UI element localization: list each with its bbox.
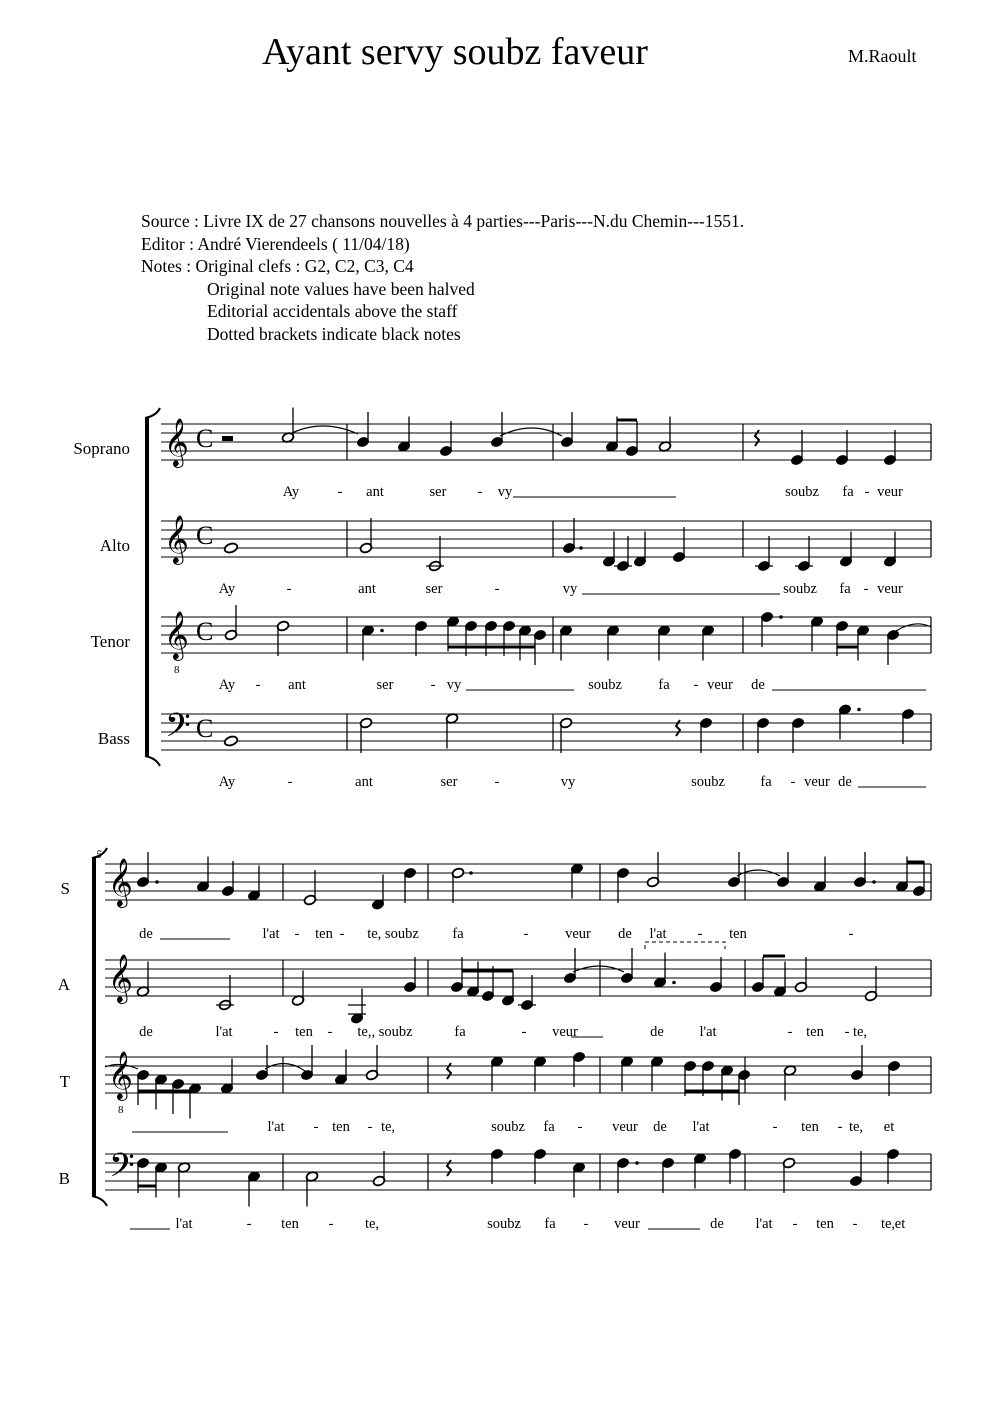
lyric-syllable: - <box>848 926 854 942</box>
note <box>518 975 536 1011</box>
note <box>247 1171 260 1207</box>
note <box>625 421 638 457</box>
note <box>813 857 826 893</box>
note <box>223 735 238 747</box>
lyric-syllable: de <box>139 926 153 942</box>
lyric-syllable: ser <box>429 484 447 500</box>
note <box>790 430 803 466</box>
note <box>403 957 416 993</box>
lyric-syllable: - <box>837 1119 843 1135</box>
lyric-syllable: - <box>367 1119 373 1135</box>
lyric-syllable: veur <box>565 926 591 942</box>
lyric-syllable: l'at <box>215 1024 233 1040</box>
lyric-syllable: - <box>339 926 345 942</box>
note <box>620 948 633 984</box>
quarter-rest <box>755 430 759 446</box>
system-bracket <box>145 408 160 766</box>
black-notes-bracket <box>645 942 725 949</box>
lyric-syllable: - <box>337 484 343 500</box>
note <box>414 620 427 656</box>
staff-t <box>105 1051 931 1116</box>
note <box>616 1157 629 1193</box>
note <box>560 412 573 448</box>
note <box>221 861 234 897</box>
lyric-syllable: - <box>494 774 500 790</box>
lyric-syllable: - <box>697 926 703 942</box>
note <box>216 975 234 1011</box>
part-label-alto: Alto <box>99 536 130 555</box>
part-label-bass: Bass <box>97 729 130 748</box>
treble-clef-icon: 𝄞 <box>164 420 189 466</box>
note <box>912 861 925 897</box>
lyric-syllable: te, <box>852 1024 868 1040</box>
lyric-syllable: - <box>864 484 870 500</box>
note <box>371 875 384 911</box>
note <box>502 620 515 656</box>
note <box>171 1078 184 1114</box>
lyric-syllable: Ay <box>218 581 236 597</box>
dot <box>579 546 583 550</box>
dot <box>672 981 676 985</box>
treble-clef-icon: 𝄞 <box>164 517 189 563</box>
lyric-syllable: et <box>883 1119 895 1135</box>
note <box>450 957 463 993</box>
note <box>756 717 769 753</box>
note <box>646 852 659 888</box>
staff-s <box>105 858 931 908</box>
lyric-syllable: soubz <box>588 677 622 693</box>
lyric-syllable: fa <box>452 926 464 942</box>
dot <box>469 871 473 875</box>
time-signature: C <box>196 617 214 646</box>
staff-soprano <box>161 418 931 468</box>
lyric-syllable: vy <box>446 677 462 693</box>
note <box>464 620 477 656</box>
note <box>795 536 813 572</box>
note <box>570 863 583 899</box>
note <box>791 717 804 753</box>
page-title: Ayant servy soubz faveur <box>262 31 648 73</box>
lyric-syllable: ant <box>355 774 373 790</box>
lyric-syllable: de <box>139 1024 153 1040</box>
note <box>136 962 149 998</box>
note <box>533 1148 546 1184</box>
lyric-syllable: veur <box>707 677 733 693</box>
lyric-syllable: ten <box>816 1216 834 1232</box>
note <box>776 852 789 888</box>
note <box>559 717 572 753</box>
note <box>533 629 546 665</box>
dot <box>155 880 159 884</box>
note <box>466 962 479 998</box>
note <box>883 430 896 466</box>
lyric-syllable: Ay <box>218 677 236 693</box>
note-brackets-line: Dotted brackets indicate black notes <box>207 323 461 344</box>
note <box>572 1162 585 1198</box>
lyric-syllable: ant <box>366 484 384 500</box>
note <box>653 953 666 989</box>
note <box>895 857 908 893</box>
note <box>701 625 714 661</box>
treble-clef-icon: 𝄞 <box>108 860 133 906</box>
bracket-bottom <box>145 756 160 766</box>
tie <box>265 1063 305 1071</box>
note <box>727 852 740 888</box>
part-label-tenor: Tenor <box>90 632 130 651</box>
lyric-syllable: soubz <box>491 1119 525 1135</box>
quarter-rest <box>676 720 680 736</box>
lyric-syllable: - <box>863 581 869 597</box>
note <box>439 421 452 457</box>
lyric-syllable: l'at <box>262 926 280 942</box>
lyric-syllable: - <box>246 1216 252 1232</box>
note <box>291 971 304 1007</box>
lyric-syllable: - <box>313 1119 319 1135</box>
lyric-syllable: ant <box>358 581 376 597</box>
quarter-rest <box>447 1160 451 1176</box>
note-accidentals-line: Editorial accidentals above the staff <box>207 301 458 321</box>
dot <box>779 615 783 619</box>
note <box>361 625 374 661</box>
lyric-syllable: - <box>255 677 261 693</box>
quarter-rest <box>447 1063 451 1079</box>
part-label-b: B <box>58 1169 70 1188</box>
note <box>650 1056 663 1092</box>
lyric-syllable: fa <box>543 1119 555 1135</box>
lyric-syllable: ser <box>376 677 394 693</box>
lyric-syllable: de <box>618 926 632 942</box>
note <box>699 717 712 753</box>
notes-line: Notes : Original clefs : G2, C2, C3, C4 <box>141 256 414 276</box>
lyric-syllable: - <box>430 677 436 693</box>
lyric-syllable: - <box>294 926 300 942</box>
lyric-syllable: te, <box>364 1216 380 1232</box>
note <box>334 1050 347 1086</box>
lyric-syllable: te, <box>848 1119 864 1135</box>
dot <box>635 1161 639 1165</box>
staff-a <box>105 954 931 1004</box>
lyric-syllable: ten <box>281 1216 299 1232</box>
lyric-syllable: fa <box>544 1216 556 1232</box>
octave-8-marker: 8 <box>118 1104 124 1116</box>
note <box>709 957 722 993</box>
note <box>501 971 514 1007</box>
note <box>849 1151 862 1187</box>
lyric-syllable: veur <box>804 774 830 790</box>
time-signature: C <box>196 521 214 550</box>
note <box>864 966 877 1002</box>
lyric-syllable: ten <box>315 926 333 942</box>
note <box>850 1045 863 1081</box>
note <box>359 717 372 753</box>
lyric-syllable: - <box>328 1216 334 1232</box>
note <box>426 536 444 572</box>
lyric-syllable: de <box>710 1216 724 1232</box>
note <box>835 620 848 656</box>
note <box>887 1060 900 1096</box>
note <box>835 430 848 466</box>
staff-bass <box>161 707 931 752</box>
dot <box>380 629 384 633</box>
time-signature: C <box>196 424 214 453</box>
note <box>533 1056 546 1092</box>
lyric-syllable: - <box>273 1024 279 1040</box>
note <box>737 1069 750 1105</box>
note <box>901 708 914 744</box>
lyric-syllable: soubz <box>783 581 817 597</box>
note <box>188 1083 201 1119</box>
note <box>605 417 618 453</box>
treble-clef-icon: 𝄞 <box>108 956 133 1002</box>
lyric-syllable: ten <box>801 1119 819 1135</box>
lyric-syllable: - <box>844 1024 850 1040</box>
note <box>196 857 209 893</box>
note <box>810 616 823 652</box>
lyric-syllable: fa <box>658 677 670 693</box>
note <box>220 1059 233 1095</box>
note <box>562 518 575 554</box>
note <box>883 532 896 568</box>
lyric-syllable: te, soubz <box>367 926 419 942</box>
note <box>518 625 531 661</box>
lyric-syllable: fa <box>454 1024 466 1040</box>
part-label-a: A <box>57 975 70 994</box>
note <box>136 1157 149 1193</box>
note <box>451 867 464 903</box>
note <box>657 625 670 661</box>
lyric-syllable: vy <box>497 484 513 500</box>
note <box>563 948 576 984</box>
note <box>136 1069 149 1105</box>
note <box>484 620 497 656</box>
note <box>633 532 646 568</box>
bass-clef-icon: 𝄢 <box>165 707 191 752</box>
tie <box>896 624 931 631</box>
lyric-syllable: soubz <box>785 484 819 500</box>
part-label-soprano: Soprano <box>73 439 130 458</box>
lyric-syllable: - <box>790 774 796 790</box>
lyric-syllable: te, <box>880 1216 896 1232</box>
note <box>490 1148 503 1184</box>
note <box>853 852 866 888</box>
source-line: Source : Livre IX de 27 chansons nouvelles à 4 parties---Paris---N.du Chemin---1551. <box>141 211 745 231</box>
lyric-syllable: te, <box>380 1119 396 1135</box>
note <box>751 957 764 993</box>
composer-name: M.Raoult <box>848 46 917 66</box>
note-halved-line: Original note values have been halved <box>207 278 475 299</box>
lyric-syllable: - <box>477 484 483 500</box>
lyric-syllable: ten <box>806 1024 824 1040</box>
note <box>224 605 237 641</box>
lyric-syllable: - <box>523 926 529 942</box>
lyric-syllable: de <box>838 774 852 790</box>
note <box>356 412 369 448</box>
note <box>783 1065 796 1101</box>
lyric-syllable: l'at <box>649 926 667 942</box>
lyric-syllable: et <box>894 1216 906 1232</box>
lyric-syllable: ser <box>440 774 458 790</box>
note <box>305 1171 318 1207</box>
lyric-syllable: vy <box>562 581 578 597</box>
note <box>606 625 619 661</box>
note <box>572 1051 585 1087</box>
note <box>490 412 503 448</box>
lyric-syllable: veur <box>614 1216 640 1232</box>
lyric-syllable: veur <box>552 1024 578 1040</box>
lyric-syllable: veur <box>612 1119 638 1135</box>
lyric-syllable: - <box>852 1216 858 1232</box>
lyric-syllable: veur <box>877 484 903 500</box>
octave-8-marker: 8 <box>174 664 180 676</box>
bass-clef-icon: 𝄢 <box>109 1147 135 1192</box>
lyric-syllable: - <box>494 581 500 597</box>
note <box>154 1162 167 1198</box>
lyric-syllable: fa <box>842 484 854 500</box>
note <box>255 1045 268 1081</box>
lyric-syllable: l'at <box>699 1024 717 1040</box>
note <box>490 1056 503 1092</box>
lyric-syllable: ten <box>729 926 747 942</box>
staff-b <box>105 1147 931 1192</box>
note <box>661 1157 674 1193</box>
note <box>348 989 366 1025</box>
lyric-syllable: - <box>792 1216 798 1232</box>
lyric-syllable: - <box>287 774 293 790</box>
lyric-syllable: l'at <box>267 1119 285 1135</box>
dot <box>857 708 861 712</box>
note <box>614 536 632 572</box>
note <box>445 713 458 749</box>
note <box>672 527 685 563</box>
lyric-syllable: ser <box>425 581 443 597</box>
lyric-syllable: - <box>577 1119 583 1135</box>
note <box>359 518 372 554</box>
editor-line: Editor : André Vierendeels ( 11/04/18) <box>141 233 410 254</box>
note <box>773 962 786 998</box>
note <box>300 1045 313 1081</box>
note <box>886 629 899 665</box>
lyric-syllable: de <box>650 1024 664 1040</box>
lyric-syllable: de <box>653 1119 667 1135</box>
lyric-syllable: te,, soubz <box>357 1024 413 1040</box>
note <box>620 1056 633 1092</box>
notehead <box>223 735 238 747</box>
note <box>281 408 294 444</box>
lyric-syllable: l'at <box>755 1216 773 1232</box>
note <box>782 1157 795 1193</box>
note <box>886 1148 899 1184</box>
bracket-bottom <box>92 1196 107 1206</box>
note <box>839 532 852 568</box>
lyric-syllable: - <box>286 581 292 597</box>
lyric-syllable: - <box>693 677 699 693</box>
note <box>693 1153 706 1189</box>
part-label-t: T <box>59 1072 70 1091</box>
note <box>276 620 289 656</box>
note <box>136 852 149 888</box>
treble-clef-icon: 𝄞 <box>108 1053 133 1099</box>
lyric-syllable: l'at <box>692 1119 710 1135</box>
lyric-syllable: ten <box>332 1119 350 1135</box>
part-label-s: S <box>60 879 70 898</box>
lyric-syllable: ten <box>295 1024 313 1040</box>
lyric-syllable: - <box>787 1024 793 1040</box>
note <box>720 1065 733 1101</box>
dot <box>872 880 876 884</box>
lyric-syllable: - <box>521 1024 527 1040</box>
lyric-syllable: de <box>751 677 765 693</box>
note <box>602 532 615 568</box>
bracket-bar <box>145 418 149 756</box>
system-bracket <box>92 848 107 1206</box>
lyric-syllable: fa <box>839 581 851 597</box>
note <box>303 870 316 906</box>
note <box>365 1045 378 1081</box>
note <box>372 1151 385 1187</box>
note <box>794 957 807 993</box>
lyric-syllable: Ay <box>218 774 236 790</box>
notehead <box>223 542 238 554</box>
note <box>397 417 410 453</box>
lyric-syllable: - <box>327 1024 333 1040</box>
note <box>403 867 416 903</box>
bracket-top <box>145 408 160 418</box>
lyric-syllable: vy <box>560 774 576 790</box>
note <box>755 536 773 572</box>
measure-number: 5 <box>96 847 102 861</box>
lyric-syllable: - <box>583 1216 589 1232</box>
note <box>247 866 260 902</box>
lyric-syllable: veur <box>877 581 903 597</box>
bracket-bar <box>92 858 96 1196</box>
lyric-syllable: Ay <box>282 484 300 500</box>
lyric-syllable: l'at <box>175 1216 193 1232</box>
lyric-syllable: ant <box>288 677 306 693</box>
note <box>177 1162 190 1198</box>
lyric-syllable: - <box>772 1119 778 1135</box>
time-signature: C <box>196 714 214 743</box>
note <box>559 625 572 661</box>
note <box>658 417 671 453</box>
lyric-syllable: fa <box>760 774 772 790</box>
note <box>616 867 629 903</box>
staff-alto <box>161 515 931 565</box>
half-rest <box>222 436 233 441</box>
note <box>856 625 869 661</box>
note <box>760 611 773 647</box>
note <box>838 704 851 740</box>
notation-layer <box>58 408 931 1233</box>
note <box>728 1148 741 1184</box>
treble-clef-icon: 𝄞 <box>164 613 189 659</box>
lyric-syllable: soubz <box>691 774 725 790</box>
note <box>223 542 238 554</box>
lyric-syllable: soubz <box>487 1216 521 1232</box>
